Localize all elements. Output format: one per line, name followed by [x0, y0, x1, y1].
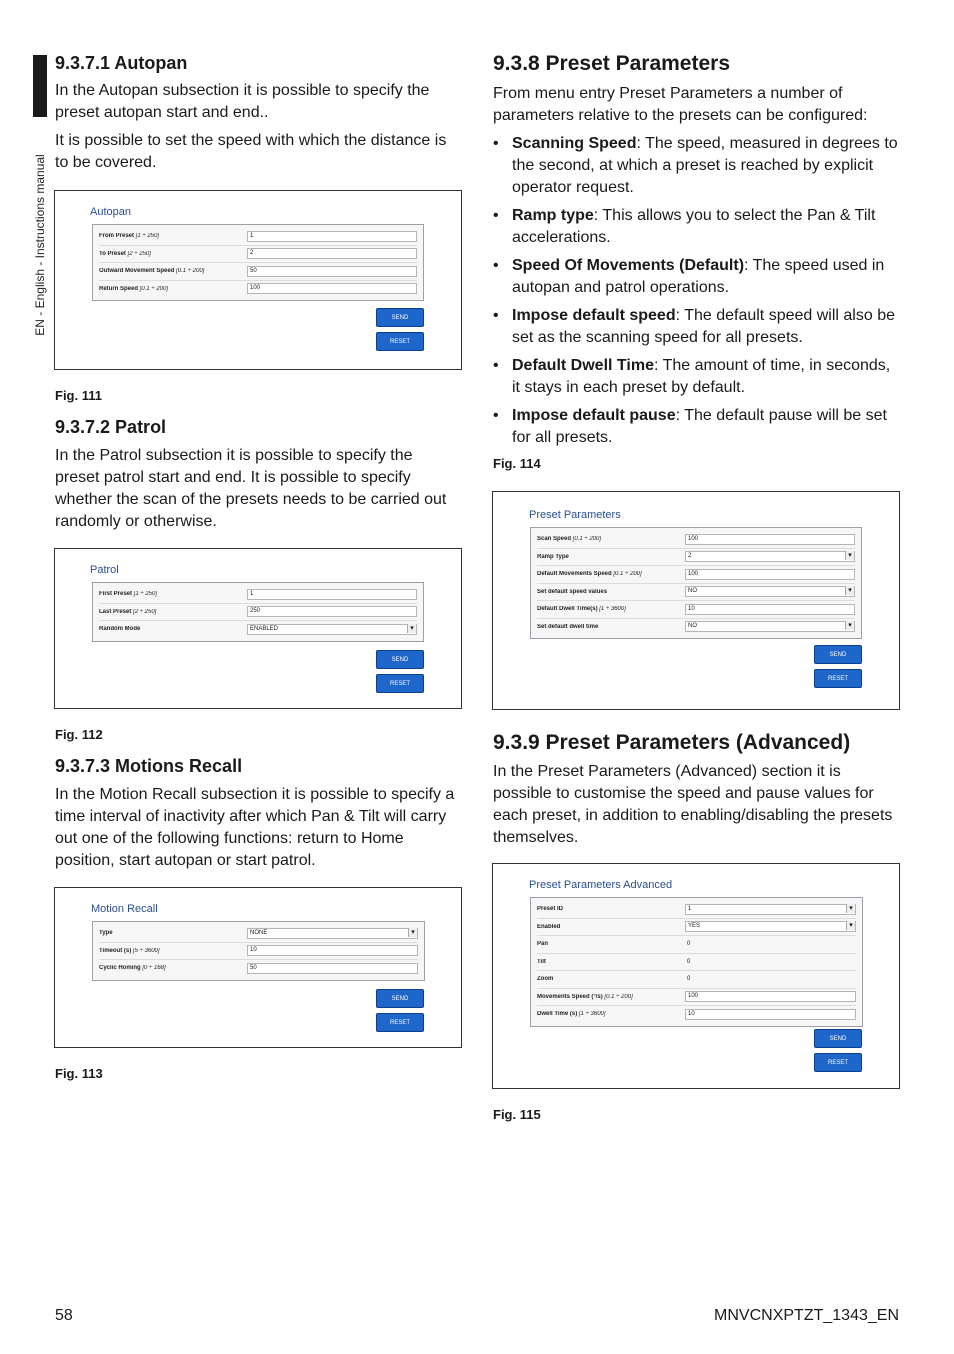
patrol-section: [55, 417, 461, 533]
default-speed-input[interactable]: 100: [685, 569, 855, 580]
table-row: Return Speed [0.1 ÷ 200] 100: [99, 281, 417, 298]
reset-button[interactable]: RESET: [376, 674, 424, 693]
preset-table: [530, 527, 862, 639]
ramp-type-select[interactable]: 2 ▾: [685, 551, 855, 562]
patrol-table: [92, 582, 424, 642]
tilt-value: 0: [687, 958, 691, 965]
motion-section: [55, 756, 461, 872]
fig-caption: Fig. 111: [55, 388, 102, 403]
autopan-table: [92, 224, 424, 301]
autopan-section: [55, 53, 461, 174]
table-row: Preset ID 1 ▾: [537, 901, 856, 919]
autopan-p2: It is possible to set the speed with which the distance is to be covered.: [55, 132, 447, 171]
table-row: Set default speed values NO ▾: [537, 584, 855, 602]
dwell-time-input[interactable]: 10: [685, 604, 855, 615]
table-row: Default Dwell Time(s) [1 ÷ 3600] 10: [537, 601, 855, 619]
panel-title: Autopan: [90, 206, 131, 218]
reset-button[interactable]: RESET: [376, 1013, 424, 1032]
list-item: • Default Dwell Time: The amount of time, in seconds, it stays in each preset by default.: [493, 355, 899, 399]
motion-p1: In the Motion Recall subsection it is possible to specify a time interval of inactivity after which Pan & Tilt will carry out one of the following functions: return to Home position, start autopan or start patrol.: [55, 786, 455, 869]
timeout-input[interactable]: 10: [247, 945, 418, 956]
panel-title: Patrol: [90, 564, 119, 576]
list-item: • Scanning Speed: The speed, measured in degrees to the second, at which a preset is reached by explicit operator request.: [493, 133, 899, 199]
reset-button[interactable]: RESET: [814, 1053, 862, 1072]
dwell-time-input[interactable]: 10: [685, 1009, 856, 1020]
document-code: MNVCNXPTZT_1343_EN: [714, 1307, 899, 1324]
table-row: Tilt 0: [537, 954, 856, 972]
advanced-p1: In the Preset Parameters (Advanced) section it is possible to customise the speed and pause values for each preset, in addition to enabling/disabling the presets themselves.: [493, 763, 893, 846]
table-row: Zoom 0: [537, 971, 856, 989]
reset-button[interactable]: RESET: [376, 332, 424, 351]
set-dwell-time-select[interactable]: NO ▾: [685, 621, 855, 632]
table-row: Type NONE ▾: [99, 925, 418, 943]
table-row: Random Mode ENABLED ▾: [99, 621, 417, 638]
advanced-table: [530, 897, 863, 1027]
first-preset-input[interactable]: 1: [247, 589, 417, 600]
advanced-heading: 9.3.9 Preset Parameters (Advanced): [493, 731, 851, 754]
autopan-heading: 9.3.7.1 Autopan: [55, 53, 188, 73]
cyclic-homing-input[interactable]: 50: [247, 963, 418, 974]
list-item: • Ramp type: This allows you to select the Pan & Tilt accelerations.: [493, 205, 899, 249]
table-row: Dwell Time (s) [1 ÷ 3600] 10: [537, 1006, 856, 1023]
to-preset-input[interactable]: 2: [247, 248, 417, 259]
outward-speed-input[interactable]: 50: [247, 266, 417, 277]
fig-preset-advanced: [492, 863, 900, 1089]
enabled-select[interactable]: YES ▾: [685, 921, 856, 932]
random-mode-select[interactable]: ENABLED ▾: [247, 624, 417, 635]
table-row: First Preset [1 ÷ 250] 1: [99, 586, 417, 604]
fig-patrol: [54, 548, 462, 709]
table-row: To Preset [2 ÷ 250] 2: [99, 246, 417, 264]
from-preset-input[interactable]: 1: [247, 231, 417, 242]
fig-motion-recall: [54, 887, 462, 1048]
motion-heading: 9.3.7.3 Motions Recall: [55, 756, 243, 776]
reset-button[interactable]: RESET: [814, 669, 862, 688]
send-button[interactable]: SEND: [376, 989, 424, 1008]
send-button[interactable]: SEND: [376, 308, 424, 327]
advanced-section: [493, 731, 899, 849]
pan-value: 0: [687, 941, 691, 948]
panel-title: Preset Parameters Advanced: [529, 879, 673, 891]
send-button[interactable]: SEND: [376, 650, 424, 669]
side-label: EN - English - Instructions manual: [33, 154, 47, 336]
sidebar-marker: [33, 55, 47, 117]
table-row: Scan Speed [0.1 ÷ 200] 100: [537, 531, 855, 549]
fig-preset-parameters: [492, 491, 900, 710]
preset-bullets: [493, 133, 899, 449]
table-row: Movements Speed (°/s) [0.1 ÷ 200] 100: [537, 989, 856, 1007]
fig-caption: Fig. 112: [55, 727, 103, 742]
preset-intro: From menu entry Preset Parameters a number of parameters relative to the presets can be configured:: [493, 85, 868, 124]
return-speed-input[interactable]: 100: [247, 283, 417, 294]
send-button[interactable]: SEND: [814, 645, 862, 664]
table-row: Pan 0: [537, 936, 856, 954]
zoom-value: 0: [687, 976, 691, 983]
list-item: • Speed Of Movements (Default): The speed used in autopan and patrol operations.: [493, 255, 899, 299]
table-row: Timeout (s) [5 ÷ 3600] 10: [99, 943, 418, 961]
table-row: Ramp Type 2 ▾: [537, 549, 855, 567]
list-item: • Impose default pause: The default pause will be set for all presets.: [493, 405, 899, 449]
fig-caption: Fig. 114: [493, 456, 541, 471]
table-row: Cyclic Homing [0 ÷ 168] 50: [99, 960, 418, 977]
send-button[interactable]: SEND: [814, 1029, 862, 1048]
type-select[interactable]: NONE ▾: [247, 928, 418, 939]
fig-caption: Fig. 115: [493, 1107, 541, 1122]
list-item: • Impose default speed: The default speed will also be set as the scanning speed for all presets.: [493, 305, 899, 349]
motion-table: [92, 921, 425, 981]
patrol-p1: In the Patrol subsection it is possible to specify the preset patrol start and end. It is possible to specify whether the scan of the presets needs to be carried out randomly or otherwise.: [55, 447, 447, 530]
preset-id-select[interactable]: 1 ▾: [685, 904, 856, 915]
scan-speed-input[interactable]: 100: [685, 534, 855, 545]
table-row: Outward Movement Speed [0.1 ÷ 200] 50: [99, 263, 417, 281]
table-row: Default Movements Speed [0.1 ÷ 200] 100: [537, 566, 855, 584]
panel-title: Preset Parameters: [529, 509, 621, 521]
page-number: 58: [55, 1307, 73, 1324]
table-row: Set default dwell time NO ▾: [537, 619, 855, 636]
panel-title: Motion Recall: [91, 903, 158, 915]
set-default-speed-select[interactable]: NO ▾: [685, 586, 855, 597]
patrol-heading: 9.3.7.2 Patrol: [55, 417, 167, 437]
preset-heading: 9.3.8 Preset Parameters: [493, 52, 730, 75]
preset-section: [493, 52, 899, 455]
movements-speed-input[interactable]: 100: [685, 991, 856, 1002]
last-preset-input[interactable]: 250: [247, 606, 417, 617]
fig-caption: Fig. 113: [55, 1066, 103, 1081]
table-row: From Preset [1 ÷ 250] 1: [99, 228, 417, 246]
fig-autopan: [54, 190, 462, 370]
table-row: Enabled YES ▾: [537, 919, 856, 937]
autopan-p1: In the Autopan subsection it is possible to specify the preset autopan start and end..: [55, 82, 430, 121]
table-row: Last Preset [2 ÷ 250] 250: [99, 604, 417, 622]
